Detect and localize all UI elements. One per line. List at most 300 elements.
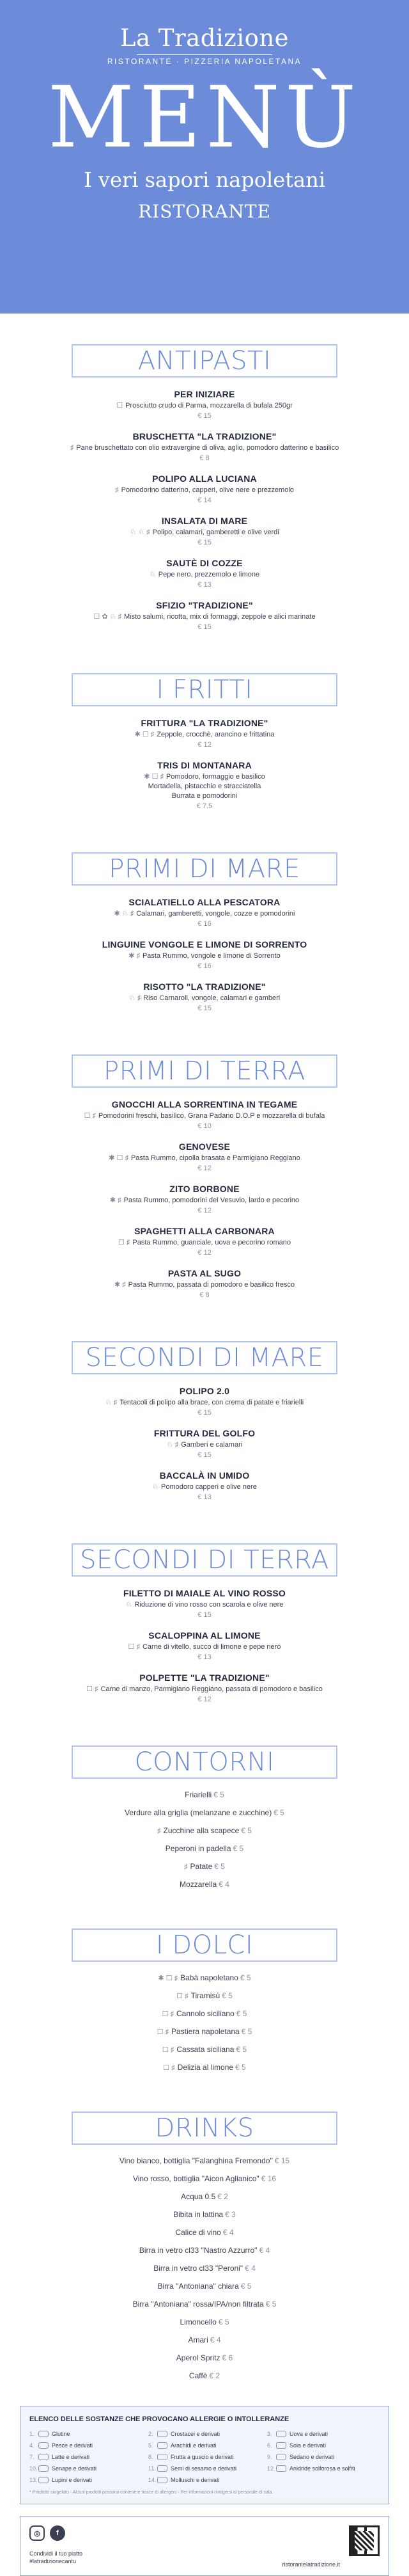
- menu-title: MENÙ: [47, 68, 362, 167]
- dish-price: € 15: [197, 1005, 212, 1012]
- dish-name: POLIPO ALLA LUCIANA: [152, 473, 257, 484]
- item-price: € 5: [214, 1862, 225, 1871]
- dish-price: € 13: [197, 1493, 212, 1501]
- item-name: Pastiera napoletana: [171, 2027, 240, 2036]
- menu-item: [0, 1588, 409, 1619]
- allergen-icons: ♘: [149, 571, 156, 578]
- share-text: [29, 2550, 82, 2565]
- dish-description-text: Gamberi e calamari: [181, 1441, 243, 1449]
- menu-item: [0, 2063, 409, 2072]
- dish-name: LINGUINE VONGOLE E LIMONE DI SORRENTO: [102, 939, 307, 950]
- item-price: € 4: [210, 2335, 221, 2344]
- menu-item: [0, 1099, 409, 1130]
- allergen-entry: [267, 2442, 380, 2449]
- dish-name: BACCALÀ IN UMIDO: [159, 1470, 250, 1481]
- brand-logo: [0, 24, 409, 66]
- menu-item: [0, 2353, 409, 2362]
- menu-item: [0, 2318, 409, 2326]
- allergen-icons: ☐: [116, 402, 123, 409]
- menu-item: [0, 2174, 409, 2183]
- allergen-icon: [38, 2431, 49, 2437]
- allergen-icon: [38, 2465, 49, 2472]
- item-name: Bibita in lattina: [173, 2210, 224, 2219]
- hero-subtitle: RISTORANTE: [138, 201, 271, 222]
- dish-price: € 16: [197, 962, 212, 970]
- dish-price: € 12: [197, 741, 212, 749]
- dish-description-text: Pasta Rummo, pomodorini del Vesuvio, lardo e pecorino: [123, 1197, 300, 1204]
- allergen-icons: ☐ ♯: [86, 1685, 98, 1693]
- allergen-entry: [29, 2442, 142, 2449]
- item-price: € 16: [261, 2174, 277, 2183]
- dish-description-text: Pomodoro, formaggio e basilico Mortadella, pistacchio e stracciatella Burrata e pomodorini: [148, 773, 265, 800]
- dish-description-text: Pomodorino datterino, capperi, olive nere e prezzemolo: [121, 486, 294, 494]
- section-title: CONTORNI: [134, 1747, 275, 1777]
- section-header: [72, 2111, 337, 2145]
- item-name: Zucchine alla scapece: [163, 1826, 240, 1835]
- allergen-icons: ☐ ♯: [176, 1992, 189, 2000]
- allergen-icons: ♘ ♘ ♯: [130, 529, 150, 536]
- dish-description: [0, 486, 409, 495]
- dish-name: SPAGHETTI ALLA CARBONARA: [134, 1226, 275, 1236]
- menu-item: [0, 2228, 409, 2237]
- allergen-icon: [276, 2431, 286, 2437]
- allergen-number: 8.: [148, 2454, 153, 2460]
- menu-item: [0, 1226, 409, 1257]
- menu-section: [0, 314, 409, 631]
- dish-name: GENOVESE: [178, 1141, 231, 1152]
- allergen-icons: ✱ ☐ ♯: [158, 1975, 178, 1982]
- item-price: € 5: [240, 1973, 251, 1982]
- section-title: I FRITTI: [156, 675, 253, 704]
- allergen-icon: [276, 2454, 286, 2460]
- hero-banner: [0, 0, 409, 314]
- allergen-label: Latte e derivati: [52, 2454, 90, 2460]
- allergen-label: Uova e derivati: [289, 2431, 328, 2437]
- allergen-icons: ✱ ♘ ♯: [114, 910, 134, 918]
- instagram-icon[interactable]: ◎: [29, 2525, 45, 2541]
- dish-description: [0, 951, 409, 961]
- social-links: [29, 2525, 65, 2541]
- menu-item: [0, 2045, 409, 2054]
- dish-description: [0, 772, 409, 801]
- dish-name: PER INIZIARE: [174, 389, 235, 399]
- dish-price: € 12: [197, 1249, 212, 1257]
- item-price: € 5: [236, 2009, 247, 2018]
- dish-description: [0, 1154, 409, 1163]
- item-name: Aperol Spritz: [176, 2353, 220, 2362]
- dish-description: [0, 909, 409, 919]
- item-name: Birra "Antoniana" chiara: [157, 2282, 239, 2291]
- section-header: [72, 1543, 337, 1577]
- dish-name: FILETTO DI MAIALE AL VINO ROSSO: [123, 1588, 286, 1598]
- item-price: € 5: [265, 2300, 277, 2309]
- item-price: € 15: [274, 2156, 290, 2165]
- dish-description-text: Pomodorini freschi, basilico, Grana Padano D.O.P e mozzarella di bufala: [98, 1112, 325, 1120]
- item-price: € 5: [222, 1991, 233, 2000]
- allergen-number: 12.: [267, 2465, 275, 2472]
- dish-description: [0, 994, 409, 1003]
- item-price: € 4: [219, 1880, 229, 1889]
- allergen-icons: ☐ ♯: [157, 2028, 169, 2036]
- allergen-entry: [29, 2454, 142, 2460]
- allergen-number: 9.: [267, 2454, 272, 2460]
- section-header: [72, 1341, 337, 1374]
- allergen-label: Sedano e derivati: [289, 2454, 335, 2460]
- menu-item: [0, 473, 409, 504]
- dish-description-text: Pepe nero, prezzemolo e limone: [158, 571, 260, 578]
- dish-price: € 12: [197, 1165, 212, 1172]
- menu-item: [0, 2192, 409, 2201]
- qr-code[interactable]: [349, 2525, 380, 2556]
- dish-description: [0, 1600, 409, 1610]
- dish-description: [0, 570, 409, 580]
- allergen-icons: ☐ ♯: [162, 2046, 174, 2054]
- menu-item: [0, 982, 409, 1012]
- section-header: [72, 1745, 337, 1779]
- section-title: I DOLCI: [155, 1930, 254, 1960]
- allergen-entry: [29, 2465, 142, 2472]
- dish-name: GNOCCHI ALLA SORRENTINA IN TEGAME: [111, 1099, 298, 1109]
- menu-item: [0, 431, 409, 462]
- item-price: € 5: [218, 2318, 229, 2326]
- allergen-label: Molluschi e derivati: [171, 2477, 220, 2483]
- allergen-label: Lupini e derivati: [52, 2477, 93, 2483]
- menu-item: [0, 1991, 409, 2000]
- dish-description: [0, 1280, 409, 1290]
- allergen-icons: ♯: [184, 1863, 188, 1871]
- menu-item: [0, 1630, 409, 1661]
- dish-description: [0, 730, 409, 740]
- dish-description-text: Calamari, gamberetti, vongole, cozze e pomodorini: [136, 910, 295, 918]
- allergen-entry: [29, 2477, 142, 2483]
- menu-section: [0, 1024, 409, 1299]
- menu-item: [0, 939, 409, 970]
- dish-name: SCIALATIELLO ALLA PESCATORA: [128, 897, 281, 907]
- item-name: Birra "Antoniana" rossa/IPA/non filtrata: [132, 2300, 264, 2309]
- dish-price: € 15: [197, 1611, 212, 1619]
- dish-name: RISOTTO "LA TRADIZIONE": [143, 982, 266, 992]
- item-price: € 4: [222, 2228, 234, 2237]
- allergen-icons: ✱ ♯: [109, 1197, 121, 1204]
- section-header: [72, 1054, 337, 1088]
- allergen-icon: [38, 2442, 49, 2449]
- item-price: € 3: [225, 2210, 236, 2219]
- item-price: € 2: [209, 2371, 220, 2380]
- dish-name: FRITTURA DEL GOLFO: [153, 1428, 256, 1438]
- section-title: DRINKS: [155, 2113, 254, 2143]
- allergen-label: Semi di sesamo e derivati: [171, 2465, 237, 2472]
- section-title: ANTIPASTI: [137, 346, 272, 376]
- menu-item: [0, 1268, 409, 1299]
- allergen-note: * Prodotto surgelato · Alcuni prodotti possono contenere tracce di allergeni · Per informazioni rivolgersi al personale di sala.: [29, 2490, 274, 2495]
- section-title: SECONDI DI MARE: [85, 1343, 324, 1372]
- menu-body: [0, 314, 409, 2380]
- allergen-icons: ☐ ♯: [118, 1239, 130, 1246]
- allergen-legend: [20, 2406, 389, 2504]
- allergen-icons: ♘ ♯: [105, 1399, 118, 1406]
- dish-name: TRIS DI MONTANARA: [157, 760, 252, 770]
- section-header: [72, 852, 337, 886]
- menu-item: [0, 516, 409, 546]
- dish-description-text: Polipo, calamari, gamberetti e olive verdi: [152, 529, 279, 536]
- dish-price: € 12: [197, 1207, 212, 1214]
- allergen-entry: [267, 2454, 380, 2460]
- dish-description-text: Prosciutto crudo di Parma, mozzarella di bufala 250gr: [125, 402, 293, 409]
- allergen-icons: ✱ ☐ ♯: [109, 1154, 128, 1162]
- item-name: Cassata siciliana: [176, 2045, 235, 2054]
- item-name: Delizia al limone: [177, 2063, 234, 2072]
- dish-price: € 15: [197, 1451, 212, 1459]
- allergen-icon: [276, 2442, 286, 2449]
- dish-name: POLIPO 2.0: [179, 1386, 230, 1396]
- dish-description-text: Zeppole, crocchè, arancino e frittatina: [157, 731, 275, 738]
- menu-item: [0, 897, 409, 928]
- menu-item: [0, 1470, 409, 1501]
- allergen-number: 13.: [29, 2477, 38, 2483]
- item-price: € 5: [235, 2063, 246, 2072]
- menu-item: [0, 2335, 409, 2344]
- allergen-icon: [157, 2442, 167, 2449]
- allergen-icons: ☐ ♯: [128, 1643, 140, 1651]
- menu-section: [0, 1898, 409, 2072]
- allergen-label: Senape e derivati: [52, 2465, 97, 2472]
- item-name: Acqua 0.5: [181, 2192, 216, 2201]
- allergen-entry: [29, 2431, 142, 2437]
- allergen-number: 4.: [29, 2442, 35, 2449]
- allergen-label: Glutine: [52, 2431, 70, 2437]
- menu-item: [0, 2210, 409, 2219]
- menu-item: [0, 1844, 409, 1853]
- item-price: € 5: [213, 1790, 224, 1799]
- dish-name: ZITO BORBONE: [169, 1184, 240, 1194]
- allergen-grid: [29, 2431, 380, 2483]
- menu-item: [0, 1141, 409, 1172]
- dish-description-text: Pasta Rummo, cipolla brasata e Parmigiano Reggiano: [130, 1154, 300, 1162]
- menu-item: [0, 2371, 409, 2380]
- dish-description: [0, 1483, 409, 1492]
- dish-price: € 15: [197, 539, 212, 546]
- allergen-entry: [267, 2431, 380, 2437]
- dish-price: € 7.5: [196, 802, 213, 810]
- menu-item: [0, 600, 409, 631]
- allergen-icon: [38, 2454, 49, 2460]
- section-header: [72, 673, 337, 706]
- logo-divider: [137, 54, 272, 55]
- dish-description-text: Pasta Rummo, guanciale, uova e pecorino romano: [132, 1239, 291, 1246]
- allergen-icons: ♘ ♯: [128, 994, 141, 1002]
- dish-description-text: Pane bruschettato con olio extravergine di oliva, aglio, pomodoro datterino e basilico: [76, 444, 339, 452]
- menu-item: [0, 558, 409, 589]
- website-link[interactable]: ristorantelatradizione.it: [282, 2561, 340, 2568]
- allergen-icons: ✱ ♯: [128, 952, 140, 960]
- footer: [20, 2516, 389, 2576]
- allergen-number: 10.: [29, 2465, 38, 2472]
- dish-description-text: Riso Carnaroli, vongole, calamari e gamberi: [143, 994, 281, 1002]
- menu-section: [0, 642, 409, 810]
- dish-description-text: Pasta Rummo, passata di pomodoro e basilico fresco: [128, 1281, 295, 1289]
- menu-item: [0, 1808, 409, 1817]
- allergen-entry: [267, 2465, 380, 2472]
- allergen-icons: ♘ ♯: [166, 1441, 179, 1449]
- section-title: PRIMI DI TERRA: [103, 1056, 306, 1086]
- menu-item: [0, 1790, 409, 1799]
- item-name: Amari: [188, 2335, 208, 2344]
- allergen-number: 6.: [267, 2442, 272, 2449]
- hashtag: #latradizionecantu: [29, 2558, 77, 2564]
- menu-item: [0, 718, 409, 749]
- item-price: € 5: [241, 1826, 252, 1835]
- dish-price: € 10: [197, 1122, 212, 1130]
- allergen-icon: [157, 2431, 167, 2437]
- allergen-icons: ☐ ✿ ♘ ♯: [93, 613, 122, 621]
- allergen-icons: ✱ ☐ ♯: [134, 731, 155, 738]
- menu-item: [0, 2156, 409, 2165]
- item-name: Birra in vetro cl33 "Peroni": [153, 2264, 243, 2273]
- dish-description: [0, 401, 409, 411]
- item-price: € 5: [240, 2282, 252, 2291]
- dish-price: € 13: [197, 1653, 212, 1661]
- dish-description: [0, 1398, 409, 1408]
- allergen-number: 7.: [29, 2454, 35, 2460]
- menu-item: [0, 1184, 409, 1214]
- section-header: [72, 344, 337, 378]
- allergen-entry: [148, 2442, 261, 2449]
- allergen-number: 3.: [267, 2431, 272, 2437]
- hero-tagline: I veri sapori napoletani: [84, 168, 325, 192]
- allergen-icons: ♘: [125, 1601, 132, 1609]
- dish-description-text: Pomodoro capperi e olive nere: [161, 1483, 257, 1491]
- section-title: PRIMI DI MARE: [109, 854, 300, 884]
- dish-description-text: Misto salumi, ricotta, mix di formaggi, zeppole e alici marinate: [124, 613, 316, 621]
- dish-description: [0, 1111, 409, 1121]
- item-price: € 4: [259, 2246, 270, 2255]
- allergen-number: 5.: [148, 2442, 153, 2449]
- allergen-icons: ♘: [152, 1483, 159, 1491]
- item-price: € 6: [222, 2353, 233, 2362]
- allergen-icons: ✱ ☐ ♯: [144, 773, 164, 781]
- menu-item: [0, 1862, 409, 1871]
- dish-description: [0, 1685, 409, 1694]
- dish-name: SAUTÈ DI COZZE: [166, 558, 243, 568]
- allergen-entry: [148, 2465, 261, 2472]
- allergen-icon: [157, 2477, 167, 2483]
- item-name: Verdure alla griglia (melanzane e zucchine): [125, 1808, 272, 1817]
- allergen-icons: ♯: [115, 486, 119, 494]
- menu-item: [0, 1880, 409, 1889]
- item-name: Mozzarella: [180, 1880, 217, 1889]
- menu-section: [0, 822, 409, 1012]
- dish-description-text: Riduzione di vino rosso con scarola e olive nere: [134, 1601, 284, 1609]
- dish-description-text: Pasta Rummo, vongole e limone di Sorrento: [142, 952, 281, 960]
- menu-item: [0, 1428, 409, 1459]
- item-name: Patate: [190, 1862, 213, 1871]
- menu-item: [0, 2246, 409, 2255]
- allergen-icon: [38, 2477, 49, 2483]
- dish-price: € 13: [197, 581, 212, 589]
- item-price: € 2: [217, 2192, 228, 2201]
- menu-item: [0, 2264, 409, 2273]
- dish-name: SFIZIO "TRADIZIONE": [156, 600, 253, 610]
- allergen-label: Frutta a guscio e derivati: [171, 2454, 234, 2460]
- allergen-icons: ✱ ♯: [114, 1281, 126, 1289]
- allergen-label: Pesce e derivati: [52, 2442, 93, 2449]
- dish-price: € 15: [197, 412, 212, 420]
- dish-price: € 8: [199, 454, 210, 462]
- dish-price: € 16: [197, 920, 212, 928]
- menu-item: [0, 2027, 409, 2036]
- allergen-icons: ♯: [70, 444, 74, 452]
- menu-item: [0, 2300, 409, 2309]
- dish-name: INSALATA DI MARE: [161, 516, 248, 526]
- item-name: Calice di vino: [175, 2228, 221, 2237]
- menu-item: [0, 1973, 409, 1982]
- menu-item: [0, 1673, 409, 1703]
- item-price: € 5: [241, 2027, 252, 2036]
- dish-description: [0, 443, 409, 453]
- allergen-icon: [157, 2454, 167, 2460]
- menu-item: [0, 2282, 409, 2291]
- item-name: Tiramisù: [190, 1991, 220, 2000]
- allergen-icon: [157, 2465, 167, 2472]
- allergen-label: Soia e derivati: [289, 2442, 327, 2449]
- section-title: SECONDI DI TERRA: [80, 1545, 329, 1575]
- menu-section: [0, 1513, 409, 1703]
- facebook-icon[interactable]: f: [50, 2525, 65, 2541]
- brand-name: La Tradizione: [120, 24, 289, 52]
- dish-price: € 15: [197, 623, 212, 631]
- share-label: Condividi il tuo piatto: [29, 2550, 83, 2557]
- item-price: € 5: [274, 1808, 284, 1817]
- allergen-entry: [148, 2477, 261, 2483]
- allergen-label: Arachidi e derivati: [171, 2442, 217, 2449]
- allergen-entry: [148, 2431, 261, 2437]
- allergen-icon: [276, 2465, 286, 2472]
- menu-item: [0, 1826, 409, 1835]
- dish-price: € 15: [197, 1409, 212, 1417]
- menu-item: [0, 2009, 409, 2018]
- allergen-icons: ♯: [157, 1827, 161, 1835]
- allergen-icons: ☐ ♯: [84, 1112, 96, 1120]
- dish-name: PASTA AL SUGO: [167, 1268, 242, 1278]
- brand-subtitle: RISTORANTE · PIZZERIA NAPOLETANA: [107, 57, 302, 66]
- item-name: Vino bianco, bottiglia "Falanghina Fremondo": [119, 2156, 273, 2165]
- menu-section: [0, 1715, 409, 1889]
- item-name: Babà napoletano: [180, 1973, 238, 1982]
- menu-section: [0, 1310, 409, 1501]
- allergen-entry: [148, 2454, 261, 2460]
- menu-item: [0, 389, 409, 420]
- allergen-number: 14.: [148, 2477, 157, 2483]
- item-price: € 4: [245, 2264, 256, 2273]
- item-name: Cannolo siciliano: [176, 2009, 235, 2018]
- item-price: € 5: [233, 1844, 244, 1853]
- allergen-label: Anidride solforosa e solfiti: [289, 2465, 355, 2472]
- dish-description: [0, 612, 409, 622]
- allergen-icons: ☐ ♯: [162, 2010, 174, 2018]
- item-name: Vino rosso, bottiglia "Aicon Aglianico": [132, 2174, 259, 2183]
- dish-description: [0, 1642, 409, 1652]
- dish-description: [0, 1238, 409, 1248]
- allergen-number: 2.: [148, 2431, 153, 2437]
- menu-item: [0, 1386, 409, 1417]
- item-name: Limoncello: [180, 2318, 217, 2326]
- allergen-label: Crostacei e derivati: [171, 2431, 220, 2437]
- item-name: Peperoni in padella: [165, 1844, 231, 1853]
- dish-name: BRUSCHETTA "LA TRADIZIONE": [132, 431, 277, 441]
- dish-description-text: Tentacoli di polipo alla brace, con crema di patate e friarielli: [120, 1399, 304, 1406]
- item-name: Caffè: [189, 2371, 208, 2380]
- dish-price: € 12: [197, 1696, 212, 1703]
